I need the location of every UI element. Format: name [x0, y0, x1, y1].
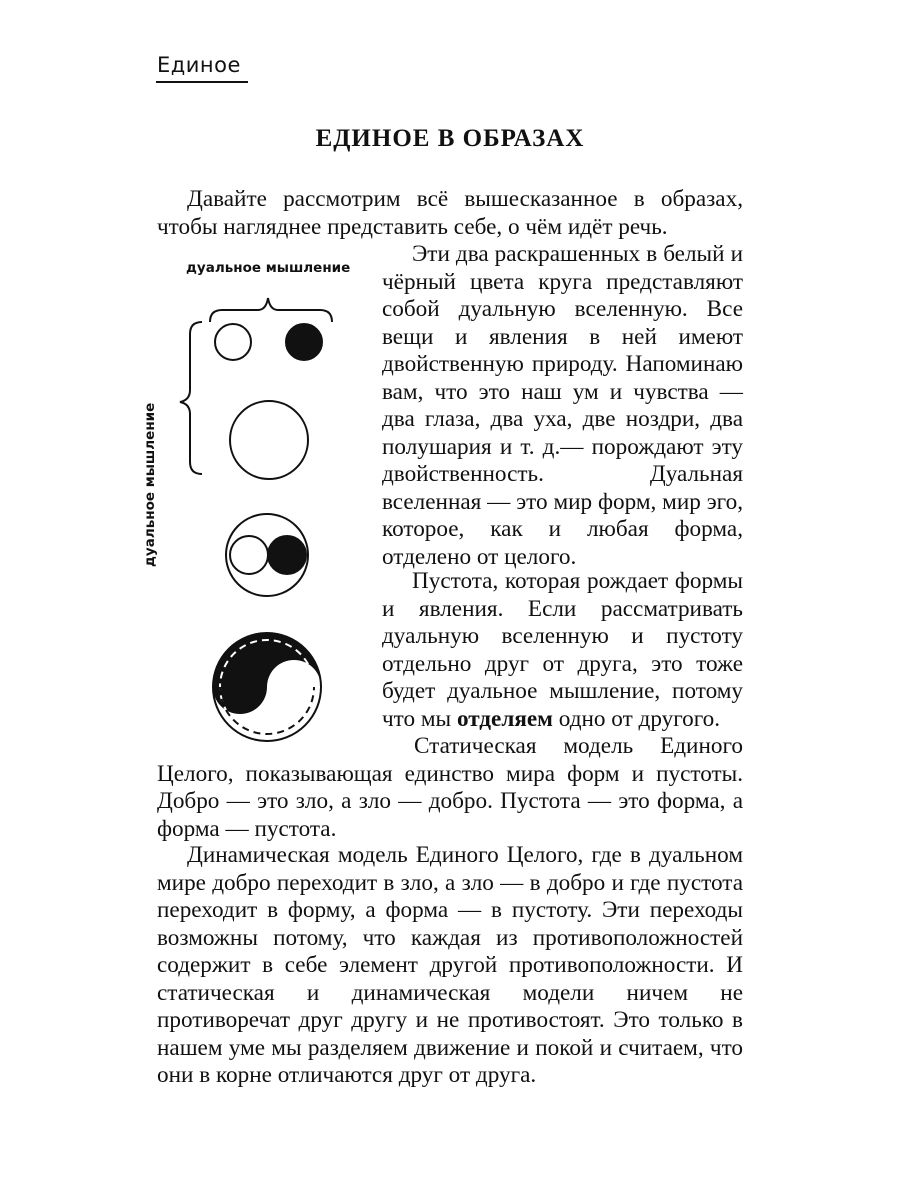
vertical-brace [180, 322, 202, 474]
black-circle [286, 324, 322, 360]
paragraph-void [382, 568, 743, 733]
running-head-rule [156, 81, 248, 83]
yin-yang-symbol [213, 633, 321, 741]
figure-top-label: дуальное мышление [186, 260, 351, 276]
void-circle [230, 401, 308, 479]
white-circle [215, 324, 251, 360]
figure-dual-thinking [140, 250, 370, 770]
paragraph-dynamic-model: Динамическая модель Единого Целого, где в дуальном мире добро переходит в зло, а зло — в добро и где пустота переходит в форму, а форма — в пустоту. Эти переходы возможны потому, что каждая из противоположностей содержит в себе элемент другой противоположности. И статическая и динамическая модели ничем не противоречат друг другу и не противостоят. Это только в нашем уме мы разделяем движение и покой и считаем, что они в корне отличаются друг от друга. [157, 842, 743, 1088]
running-head: Единое [157, 53, 241, 77]
paragraph-dual-universe: Эти два раскрашенных в белый и чёрный цвета круга представляют собой дуальную вселенную. Все вещи и явления в ней имеют двойственную природу. Напоминаю вам, что это наш ум и чувства — два глаза, два уха, две ноздри, два полушария и т. д.— порождают эту двойственность. Дуальная вселенная — это мир форм, мир эго, которое, как и любая форма, отделено от целого. [382, 241, 743, 570]
figure-side-label: дуальное мышление [142, 402, 158, 567]
chapter-title: ЕДИНОЕ В ОБРАЗАХ [315, 125, 585, 152]
static-model-black-circle [268, 536, 306, 574]
paragraph-static-model: Статическая модель Единого Целого, показывающая единство мира форм и пустоты. Добро — это зло, а зло — добро. Пустота — это форма, а форма — пустота. [157, 733, 743, 842]
paragraph-void-text-1: Пустота, которая рождает формы и явления. Если рассматривать дуальную вселенную и пустоту отдельно друг от друга, это тоже будет дуальное мышление, потому что мы [382, 568, 743, 732]
figure-drawing [140, 250, 370, 770]
static-model-white-circle [230, 536, 268, 574]
horizontal-brace [210, 298, 332, 322]
paragraph-void-text-2: одно от другого. [552, 705, 721, 732]
paragraph-intro: Давайте рассмотрим всё вышесказанное в образах, чтобы нагляднее представить себе, о чём идёт речь. [157, 186, 743, 240]
paragraph-void-bold: отделяем [456, 705, 553, 732]
